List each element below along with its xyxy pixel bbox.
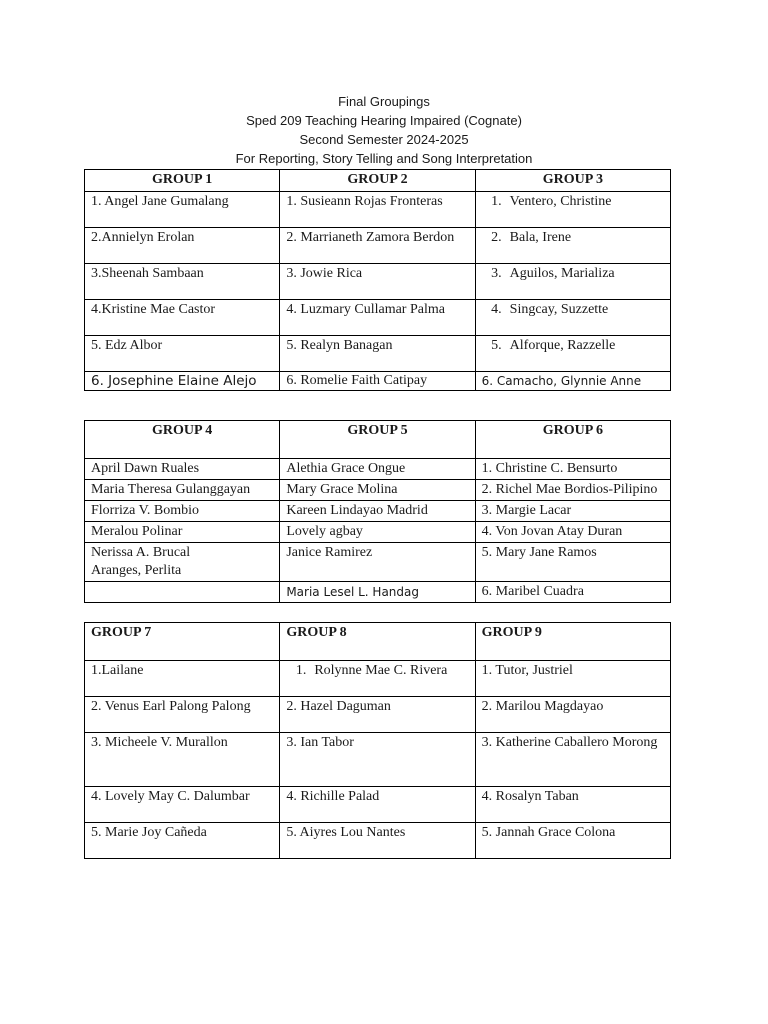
member-cell: Maria Theresa Gulanggayan	[85, 480, 280, 501]
document-header	[0, 92, 768, 168]
member-cell	[475, 264, 670, 300]
table-row	[85, 823, 671, 859]
member-cell: 2. Venus Earl Palong Palong	[85, 697, 280, 733]
member-cell: Meralou Polinar	[85, 522, 280, 543]
list-number: 3.	[491, 266, 502, 281]
table-header-row	[85, 170, 671, 192]
group-5-header: GROUP 5	[280, 421, 475, 459]
member-cell: 2. Hazel Daguman	[280, 697, 475, 733]
member-cell	[85, 582, 280, 603]
table-row	[85, 543, 671, 582]
member-cell: 3. Ian Tabor	[280, 733, 475, 787]
member-cell: 5. Jannah Grace Colona	[475, 823, 670, 859]
member-name: Bala, Irene	[509, 230, 572, 245]
member-name: Alforque, Razzelle	[509, 338, 616, 353]
member-name: Singcay, Suzzette	[509, 302, 609, 317]
member-cell: Kareen Lindayao Madrid	[280, 501, 475, 522]
member-cell: Lovely agbay	[280, 522, 475, 543]
member-cell: Janice Ramirez	[280, 543, 475, 582]
semester: Second Semester 2024-2025	[299, 132, 469, 147]
member-cell: 1. Tutor, Justriel	[475, 661, 670, 697]
table-row	[85, 697, 671, 733]
list-number: 5.	[491, 338, 502, 353]
member-name: Aranges, Perlita	[91, 563, 182, 578]
member-cell: 5. Mary Jane Ramos	[475, 543, 670, 582]
table-row	[85, 264, 671, 300]
member-cell: 1. Angel Jane Gumalang	[85, 192, 280, 228]
group-6-header: GROUP 6	[475, 421, 670, 459]
group-4-header: GROUP 4	[85, 421, 280, 459]
table-row	[85, 336, 671, 372]
member-cell: 1. Susieann Rojas Fronteras	[280, 192, 475, 228]
table-header-row	[85, 421, 671, 459]
member-cell: 6. Josephine Elaine Alejo	[85, 372, 280, 391]
member-cell: 5. Marie Joy Cañeda	[85, 823, 280, 859]
group-7-header: GROUP 7	[85, 623, 280, 661]
member-cell: Alethia Grace Ongue	[280, 459, 475, 480]
member-cell: 5. Edz Albor	[85, 336, 280, 372]
group-1-header: GROUP 1	[85, 170, 280, 192]
member-cell: 4. Richille Palad	[280, 787, 475, 823]
table-row	[85, 480, 671, 501]
table-row	[85, 582, 671, 603]
group-2-header: GROUP 2	[280, 170, 475, 192]
member-cell: 4. Luzmary Cullamar Palma	[280, 300, 475, 336]
member-cell	[280, 661, 475, 697]
member-cell: 3. Margie Lacar	[475, 501, 670, 522]
group-9-header: GROUP 9	[475, 623, 670, 661]
table-header-row	[85, 623, 671, 661]
table-row	[85, 228, 671, 264]
groups-table-1	[84, 169, 671, 391]
table-row	[85, 459, 671, 480]
member-cell: 2.Annielyn Erolan	[85, 228, 280, 264]
groups-table-3	[84, 622, 671, 859]
purpose: For Reporting, Story Telling and Song Interpretation	[235, 151, 533, 166]
member-cell: 3. Jowie Rica	[280, 264, 475, 300]
member-cell	[475, 228, 670, 264]
table-row	[85, 661, 671, 697]
member-cell: 2. Richel Mae Bordios-Pilipino	[475, 480, 670, 501]
table-row	[85, 372, 671, 391]
member-cell: 6. Maribel Cuadra	[475, 582, 670, 603]
list-number: 4.	[491, 302, 502, 317]
member-cell: 4. Rosalyn Taban	[475, 787, 670, 823]
member-cell: 4.Kristine Mae Castor	[85, 300, 280, 336]
doc-title: Final Groupings	[338, 94, 430, 109]
member-cell: 2. Marrianeth Zamora Berdon	[280, 228, 475, 264]
list-number: 1.	[491, 194, 502, 209]
member-cell: 5. Aiyres Lou Nantes	[280, 823, 475, 859]
member-cell	[475, 300, 670, 336]
member-cell: 4. Von Jovan Atay Duran	[475, 522, 670, 543]
member-cell: Mary Grace Molina	[280, 480, 475, 501]
table-row	[85, 733, 671, 787]
member-cell: 6. Camacho, Glynnie Anne	[475, 372, 670, 391]
member-cell	[85, 543, 280, 582]
group-3-header: GROUP 3	[475, 170, 670, 192]
table-row	[85, 522, 671, 543]
group-8-header: GROUP 8	[280, 623, 475, 661]
member-name: Rolynne Mae C. Rivera	[314, 663, 448, 678]
member-cell	[475, 192, 670, 228]
course-title: Sped 209 Teaching Hearing Impaired (Cognate)	[246, 113, 522, 128]
member-name: Aguilos, Marializa	[509, 266, 615, 281]
member-cell: 3. Katherine Caballero Morong	[475, 733, 670, 787]
member-cell: 3. Micheele V. Murallon	[85, 733, 280, 787]
member-cell: 6. Romelie Faith Catipay	[280, 372, 475, 391]
list-number: 1.	[295, 663, 307, 678]
member-cell: 4. Lovely May C. Dalumbar	[85, 787, 280, 823]
member-cell: Florriza V. Bombio	[85, 501, 280, 522]
groups-table-2	[84, 420, 671, 603]
table-row	[85, 501, 671, 522]
list-number: 2.	[491, 230, 502, 245]
member-cell: 3.Sheenah Sambaan	[85, 264, 280, 300]
table-row	[85, 192, 671, 228]
table-row	[85, 787, 671, 823]
member-cell	[475, 336, 670, 372]
member-cell: April Dawn Ruales	[85, 459, 280, 480]
member-name: Nerissa A. Brucal	[91, 545, 191, 560]
member-cell: 1. Christine C. Bensurto	[475, 459, 670, 480]
member-name: Ventero, Christine	[509, 194, 612, 209]
member-cell: 1.Lailane	[85, 661, 280, 697]
member-cell: 5. Realyn Banagan	[280, 336, 475, 372]
member-cell: Maria Lesel L. Handag	[280, 582, 475, 603]
member-cell: 2. Marilou Magdayao	[475, 697, 670, 733]
table-row	[85, 300, 671, 336]
